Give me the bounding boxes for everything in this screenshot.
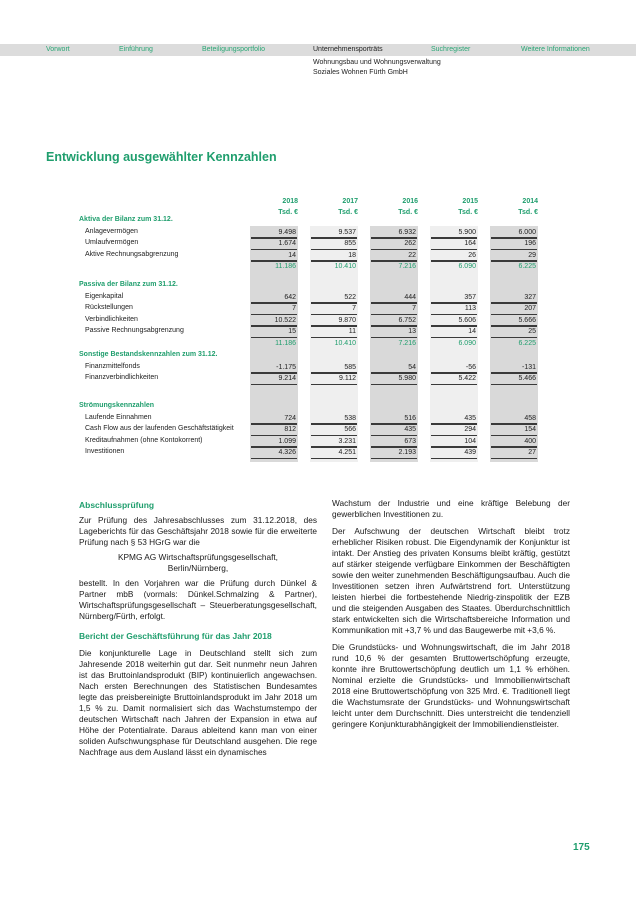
table-cell: 18 [348, 251, 356, 259]
paragraph: Der Aufschwung der deutschen Wirtschaft bleibt trotz erheblicher Risiken robust. Die Eigendynamik der Konjunktur ist intakt. Der Anstieg des privaten Konsums bleibt kräftig, gestützt auf stärker steigende verfügbare Einkommen der Beschäftigten sowie den weiter zunehmenden Beschäftigungsaufbau. Auch die Investitionen setzen ihren Aufwärtstrend fort. Unterstützung leisten hierbei die fortbestehende Niedrig-zinspolitik der EZB und die steigenden Ausgaben des Staates. Überdurchschnittlich stark entwickelten sich die Wirtschaftsbereiche Information und Kommunikation mit +3,7 % und das Baugewerbe mit +3,6 %. [332, 526, 570, 635]
table-cell: 14 [288, 251, 296, 259]
table-cell: 5.422 [458, 375, 476, 382]
unit-label: Tsd. € [338, 209, 358, 216]
table-cell: 439 [464, 449, 476, 456]
table-cell: -56 [465, 363, 476, 371]
table-cell: 400 [524, 437, 536, 445]
year-label: 2017 [342, 198, 358, 205]
row-label: Anlagevermögen [85, 227, 138, 235]
table-cell: 516 [404, 414, 416, 422]
column-header-2015 [430, 196, 478, 218]
table-cell: 164 [464, 240, 476, 247]
column-header-2018 [250, 196, 298, 218]
table-cell: 458 [524, 414, 536, 422]
row-label: Aktive Rechnungsabgrenzung [85, 250, 179, 258]
table-cell: 7 [292, 305, 296, 312]
nav-item-vorwort[interactable]: Vorwort [46, 46, 70, 53]
table-cell: 7 [412, 305, 416, 312]
table-cell: 1.674 [278, 240, 296, 247]
row-divider [311, 384, 357, 386]
table-cell: 812 [284, 426, 296, 433]
table-cell: 522 [344, 293, 356, 301]
page-title: Entwicklung ausgewählter Kennzahlen [46, 150, 277, 164]
paragraph: Wachstum der Industrie und eine kräftige Belebung der gewerblichen Investitionen zu. [332, 498, 570, 519]
table-cell: 435 [464, 414, 476, 422]
table-cell: 642 [284, 293, 296, 301]
total-cell: 10.410 [334, 339, 356, 347]
year-label: 2016 [402, 198, 418, 205]
table-cell: 104 [464, 437, 476, 445]
year-label: 2015 [462, 198, 478, 205]
table-cell: 15 [288, 328, 296, 335]
total-cell: 7.216 [398, 263, 416, 270]
table-cell: 25 [528, 328, 536, 335]
unit-label: Tsd. € [398, 209, 418, 216]
section-heading: Sonstige Bestandskennzahlen zum 31.12. [79, 351, 218, 358]
table-cell: 154 [524, 426, 536, 433]
row-label: Rückstellungen [85, 304, 133, 311]
table-cell: 13 [408, 328, 416, 335]
section-heading: Aktiva der Bilanz zum 31.12. [79, 216, 173, 223]
paragraph: Zur Prüfung des Jahresabschlusses zum 31.12.2018, des Lageberichts für das Geschäftsjahr 2018 sowie für die erweiterte Prüfung nach § 53 HGrG war die [79, 515, 317, 547]
table-cell: 9.537 [338, 228, 356, 236]
table-cell: 27 [528, 449, 536, 456]
row-divider [431, 384, 477, 386]
table-cell: 538 [344, 414, 356, 422]
paragraph: Die Grundstücks- und Wohnungswirtschaft, die im Jahr 2018 rund 10,6 % der gesamten Bruttowertschöpfung erzeugte, konnte ihre Bruttowertschöpfung deutlich um 1,1 % erhöhen. Nominal erzielte die Grundstücks- und Immobilienwirtschaft 2018 eine Bruttowertschöpfung von 325 Mrd. €. Traditionell liegt die Wachstumsrate der Grundstücks- und Wohnungswirtschaft leicht unter dem Durchschnitt. Dies unterstreicht die tendenziell geringere Konjunkturabhängigkeit der Immobiliendienstleister. [332, 642, 570, 729]
paragraph: Die konjunkturelle Lage in Deutschland stellt sich zum Jahresende 2018 weiterhin gut dar. Seit nunmehr neun Jahren ist das Bruttoinlandsprodukt (BIP) kontinuierlich angewachsen. Nach ersten Berechnungen des Statistischen Bundesamtes legte das preisbereinigte Bruttoinlandsprodukt im Jahr 2018 um 1,5 % zu. Damit normalisiert sich das Wachstumstempo der deutschen Wirtschaft nach Jahren der Expansion in etwa auf Höhe der Potentialrate. Daraus ableitend kann man von einer soliden Aufschwungsphase für Deutschland ausgehen. Die rege Nachfrage aus dem Ausland lässt ein dynamisches [79, 648, 317, 757]
row-label: Investitionen [85, 448, 125, 455]
table-cell: 6.752 [398, 316, 416, 324]
table-cell: 9.214 [278, 375, 296, 382]
table-cell: 6.932 [398, 228, 416, 236]
total-cell: 11.186 [275, 263, 296, 270]
column-header-2016 [370, 196, 418, 218]
table-cell: 262 [404, 240, 416, 247]
auditor-location: Berlin/Nürnberg, [167, 563, 229, 573]
unit-label: Tsd. € [278, 209, 298, 216]
left-column-text-2 [79, 648, 317, 758]
section-heading: Passiva der Bilanz zum 31.12. [79, 281, 178, 288]
table-cell: 22 [408, 251, 416, 259]
table-cell: 585 [344, 363, 356, 371]
table-cell: 435 [404, 426, 416, 433]
column-header-2017 [310, 196, 358, 218]
table-cell: 5.466 [518, 375, 536, 382]
table-cell: 724 [284, 414, 296, 422]
sub-nav-category[interactable]: Wohnungsbau und Wohnungsverwaltung [313, 59, 441, 66]
table-cell: 11 [348, 328, 356, 335]
table-cell: 29 [528, 251, 536, 259]
table-cell: 9.498 [278, 228, 296, 236]
table-cell: 9.870 [338, 316, 356, 324]
row-label: Eigenkapital [85, 292, 124, 300]
row-divider [431, 458, 477, 460]
table-cell: 4.326 [278, 449, 296, 456]
table-cell: 10.522 [274, 316, 296, 324]
total-cell: 10.410 [334, 263, 356, 270]
nav-item-weitere-informationen[interactable]: Weitere Informationen [521, 46, 590, 53]
top-navigation [0, 44, 636, 56]
total-cell: 6.225 [518, 339, 536, 347]
row-divider [491, 458, 537, 460]
auditor-name: KPMG AG Wirtschaftsprüfungsgesellschaft, [117, 552, 278, 562]
table-cell: 14 [468, 328, 476, 335]
table-cell: 113 [464, 305, 476, 312]
table-cell: 207 [524, 305, 536, 312]
total-cell: 6.090 [458, 339, 476, 347]
row-label: Passive Rechnungsabgrenzung [85, 327, 184, 334]
row-divider [371, 458, 417, 460]
table-cell: 1.099 [278, 437, 296, 445]
total-cell: 6.090 [458, 263, 476, 270]
row-label: Finanzverbindlichkeiten [85, 374, 159, 381]
table-cell: 4.251 [338, 449, 356, 456]
table-cell: 26 [468, 251, 476, 259]
table-cell: 357 [464, 293, 476, 301]
row-label: Cash Flow aus der laufenden Geschäftstätigkeit [85, 425, 234, 432]
nav-item-einfuehrung[interactable]: Einführung [119, 46, 153, 53]
table-cell: 444 [404, 293, 416, 301]
row-label: Laufende Einnahmen [85, 413, 152, 421]
table-cell: 5.980 [398, 375, 416, 382]
row-divider [311, 458, 357, 460]
table-cell: 2.193 [398, 449, 416, 456]
section-heading-bericht: Bericht der Geschäftsführung für das Jahr 2018 [79, 631, 272, 641]
row-label: Finanzmittelfonds [85, 362, 140, 370]
unit-label: Tsd. € [518, 209, 538, 216]
table-cell: -1.175 [276, 363, 296, 371]
table-cell: 5.666 [518, 316, 536, 324]
table-cell: 3.231 [338, 437, 356, 445]
table-cell: 294 [464, 426, 476, 433]
row-label: Verbindlichkeiten [85, 315, 138, 323]
row-divider [251, 384, 297, 386]
nav-item-beteiligungsportfolio[interactable]: Beteiligungsportfolio [202, 46, 266, 53]
year-label: 2014 [522, 198, 538, 205]
left-column-text [79, 515, 317, 622]
table-cell: 9.112 [339, 375, 356, 382]
nav-item-unternehmensportraets[interactable]: Unternehmensporträts [313, 46, 383, 53]
table-cell: 5.606 [458, 316, 476, 324]
section-heading-abschlusspruefung: Abschlussprüfung [79, 500, 155, 510]
row-divider [491, 384, 537, 386]
total-cell: 11.186 [275, 339, 296, 347]
table-cell: 855 [344, 240, 356, 247]
row-label: Umlaufvermögen [85, 239, 139, 246]
table-cell: 5.900 [458, 228, 476, 236]
total-cell: 6.225 [518, 263, 536, 270]
paragraph: bestellt. In den Vorjahren war die Prüfung durch Dünkel & Partner mbB (vormals: Dünkel.Schmalzing & Partner), Wirtschaftsprüfungsgesellschaft – Steuerberatungsgesellschaft, Nürnberg/Fürth, erfolgt. [79, 578, 317, 621]
table-cell: 7 [352, 305, 356, 312]
table-cell: 54 [408, 363, 416, 371]
table-cell: -131 [521, 363, 536, 371]
year-label: 2018 [282, 198, 298, 205]
row-divider [251, 458, 297, 460]
row-label: Kreditaufnahmen (ohne Kontokorrent) [85, 436, 203, 444]
table-cell: 566 [344, 426, 356, 433]
unit-label: Tsd. € [458, 209, 478, 216]
table-cell: 196 [524, 240, 536, 247]
row-divider [371, 384, 417, 386]
column-header-2014 [490, 196, 538, 218]
sub-nav-company[interactable]: Soziales Wohnen Fürth GmbH [313, 69, 408, 76]
nav-item-suchregister[interactable]: Suchregister [431, 46, 471, 53]
right-column-text [332, 498, 570, 730]
page-number: 175 [573, 842, 590, 853]
table-cell: 673 [404, 437, 416, 445]
table-cell: 6.000 [518, 228, 536, 236]
total-cell: 7.216 [398, 339, 416, 347]
table-cell: 327 [524, 293, 536, 301]
section-heading: Strömungskennzahlen [79, 402, 155, 409]
